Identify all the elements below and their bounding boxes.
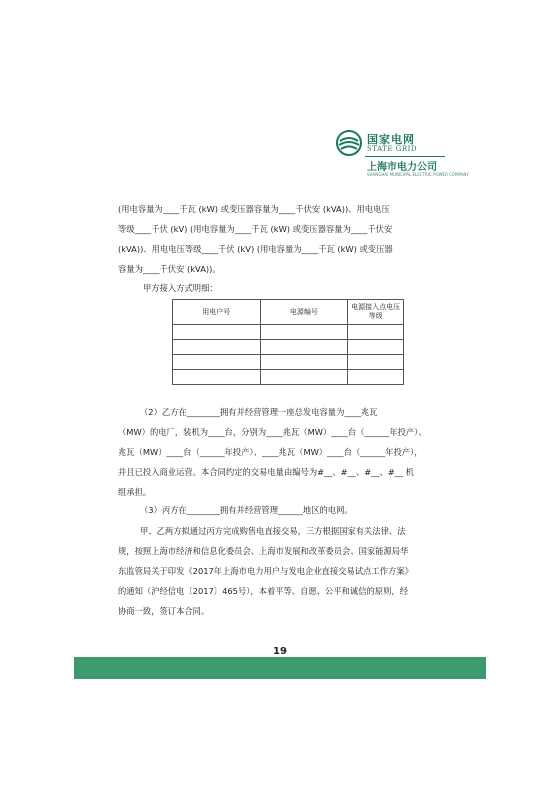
access-details-table (172, 299, 404, 385)
text-line: 并且已投入商业运营。本合同约定的交易电量由编号为#__、#__、#__、#__ 机 (118, 467, 414, 477)
state-grid-logo (335, 127, 469, 179)
text-line: 规，按照上海市经济和信息化委员会、上海市发展和改革委员会、国家能源局华 (118, 546, 409, 556)
logo-company-name: 上海市电力公司 (367, 162, 437, 173)
table-header-row (173, 300, 404, 325)
table-row (173, 325, 404, 340)
agreement-basis-paragraph (118, 521, 448, 621)
text-line: （2）乙方在________拥有并经营管理一座总发电容量为____兆瓦 (140, 407, 378, 417)
text-line: 东监管局关于印发《2017年上海市电力用户与发电企业直接交易试点工作方案》 (118, 566, 413, 576)
column-header-account: 用电户号 (173, 300, 261, 325)
logo-name-en: STATE GRID (367, 145, 417, 153)
table-row (173, 355, 404, 370)
table-row (173, 370, 404, 385)
table-caption: 甲方接入方式明细： (143, 283, 218, 293)
column-header-voltage-level: 电源接入点电压等级 (348, 300, 404, 325)
logo-company-name-en: SHANGHAI MUNICIPAL ELECTRIC POWER COMPANY (367, 172, 469, 177)
text-line: 容量为____千伏安 (kVA))。 (118, 264, 221, 274)
text-line: 组承担。 (118, 487, 152, 497)
footer-band (74, 657, 486, 679)
state-grid-emblem-icon (335, 129, 363, 157)
text-line: (用电容量为____千瓦 (kW) 或变压器容量为____千伏安 (kVA))、用电电压 (118, 204, 390, 214)
party-b-paragraph (118, 402, 448, 502)
text-line: （3）丙方在________拥有并经营管理______地区的电网。 (140, 505, 353, 515)
text-line: 等级____千伏 (kV) (用电容量为____千瓦 (kW) 或变压器容量为____千伏安 (118, 224, 393, 234)
text-line: （MW）的电厂，装机为____台，分别为____兆瓦（MW）____台（______年投产）、 (118, 427, 427, 437)
logo-name-cn: 国家电网 (367, 133, 415, 146)
logo-divider (365, 156, 445, 157)
text-line: 甲、乙两方拟通过丙方完成购售电直接交易，三方根据国家有关法律、法 (140, 526, 406, 536)
column-header-source-id: 电源编号 (260, 300, 348, 325)
party-c-paragraph (118, 500, 448, 520)
text-line: 兆瓦（MW）____台（______年投产）、____兆瓦（MW）____台（______年投产）， (118, 447, 423, 457)
page-number: 19 (273, 646, 287, 657)
text-line: 协商一致，签订本合同。 (118, 606, 210, 616)
table-row (173, 340, 404, 355)
text-line: (kVA))、用电电压等级____千伏 (kV) (用电容量为____千瓦 (kW) 或变压器 (118, 244, 393, 254)
capacity-paragraph (118, 199, 448, 279)
text-line: 的通知（沪经信电〔2017〕465号），本着平等、自愿、公平和诚信的原则，经 (118, 586, 409, 596)
